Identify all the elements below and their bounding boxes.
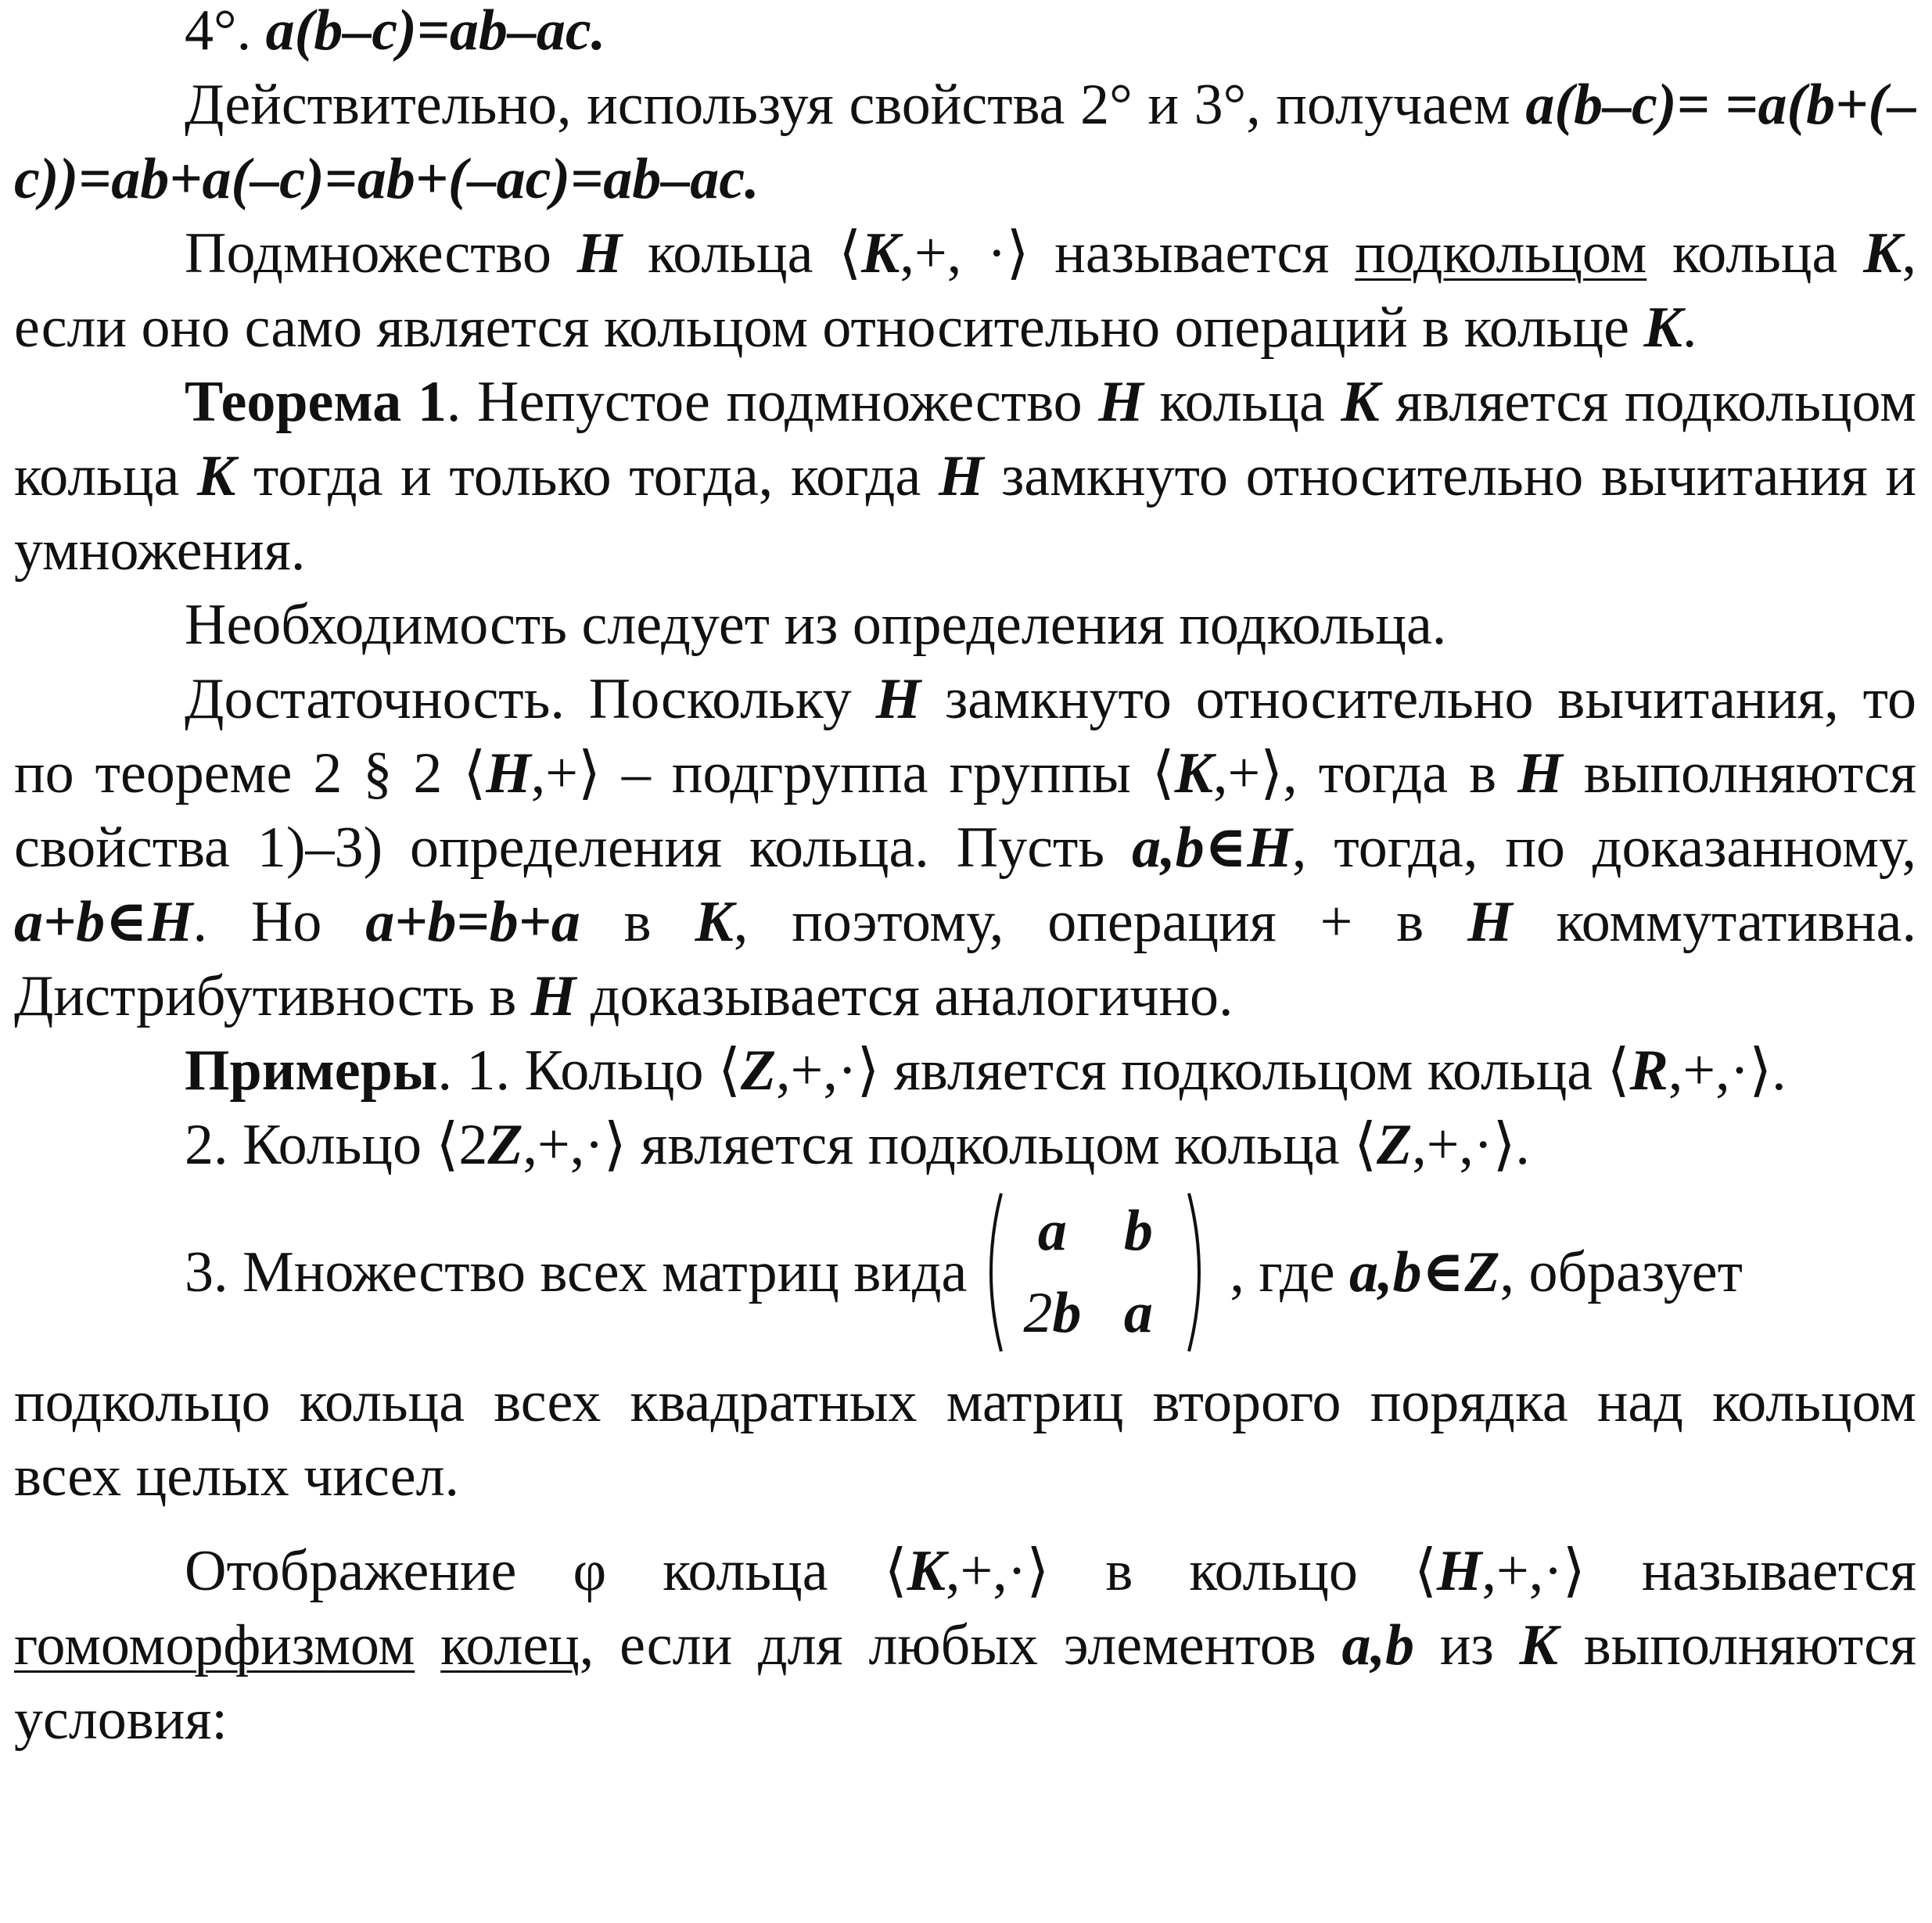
text: тогда и только тогда, когда [235, 444, 939, 508]
var-K: K [1863, 221, 1902, 285]
text [415, 1613, 440, 1677]
right-paren [1186, 1190, 1212, 1354]
example-3-tail [1230, 1236, 1743, 1310]
matrix [978, 1190, 1212, 1354]
text: ,+,·⟩. [1412, 1113, 1530, 1177]
var-H: H [875, 667, 921, 731]
var-Z: Z [740, 1039, 777, 1103]
var-K: K [1341, 370, 1380, 434]
formula: a,b∈Z [1349, 1240, 1500, 1304]
example-2 [14, 1108, 1916, 1182]
text: 2. Кольцо ⟨2 [185, 1113, 488, 1177]
var-K: K [1643, 296, 1682, 360]
var-H: H [1467, 890, 1513, 954]
var-R: R [1629, 1039, 1668, 1103]
matrix-cell-21-var: b [1052, 1281, 1082, 1345]
text: замкнуто относительно вычитания, то по теореме 2 § 2 ⟨ [14, 667, 1916, 805]
property-4 [14, 0, 1916, 68]
homomorphism-definition [14, 1534, 1916, 1757]
text: , где [1230, 1240, 1350, 1304]
example-3-continuation: подкольцо кольца всех квадратных матриц второго порядка над кольцом всех целых чисел. [14, 1370, 1916, 1509]
right-paren-icon [1186, 1190, 1212, 1354]
text: ,+,·⟩ является подкольцом кольца ⟨ [776, 1039, 1630, 1103]
text: . 1. Кольцо ⟨ [437, 1039, 741, 1103]
text: 3. Множество всех матриц вида [185, 1240, 968, 1304]
text: кольца [1143, 370, 1341, 434]
text: ,+⟩, тогда в [1213, 741, 1518, 805]
text: . Непустое подмножество [446, 370, 1099, 434]
left-paren-icon [978, 1190, 1004, 1354]
page [14, 0, 1916, 1757]
example-3-matrix-line [14, 1182, 1916, 1362]
var-K: K [1519, 1613, 1558, 1677]
var-H: H [486, 741, 531, 805]
var-H: H [576, 221, 623, 285]
term-homomorphism: гомоморфизмом [14, 1613, 415, 1677]
property-4-formula: a(b–c)=ab–ac. [265, 0, 606, 63]
necessity: Необходимость следует из определения подкольца. [185, 593, 1447, 657]
text: в [580, 890, 695, 954]
text: ,+,·⟩. [1668, 1039, 1787, 1103]
text: Отображение φ кольца ⟨ [185, 1539, 907, 1603]
matrix-cell-22: a [1123, 1281, 1153, 1345]
matrix-cell-21-coef: 2 [1023, 1281, 1053, 1345]
var-K: K [196, 444, 236, 508]
matrix-cells [1004, 1190, 1186, 1354]
text: Достаточность. Поскольку [185, 667, 876, 731]
term-subring: подкольцом [1355, 221, 1647, 285]
text: кольца [1647, 221, 1864, 285]
matrix-cell-11: a [1037, 1199, 1067, 1263]
text: является подкольцом кольца [14, 370, 1916, 508]
property-4-proof [14, 68, 1916, 217]
text: ,+, ·⟩ называется [900, 221, 1356, 285]
text: доказывается аналогично. [576, 964, 1234, 1028]
text: из [1414, 1613, 1520, 1677]
var-H: H [938, 444, 984, 508]
matrix-cell-21 [1009, 1272, 1095, 1354]
text: Подмножество [185, 221, 577, 285]
var-H: H [530, 964, 576, 1028]
var-H: H [1517, 741, 1563, 805]
theorem-label: Теорема 1 [185, 370, 447, 434]
matrix-cell-12: b [1123, 1199, 1153, 1263]
proof-formula-2: =a(b+(–c))=ab+a(–c)=ab+(–ac)=ab–ac. [14, 73, 1916, 211]
text: замкнуто относительно вычитания и умножения. [14, 444, 1916, 583]
formula: a,b∈H [1132, 816, 1292, 880]
text: выполняются свойства 1)–3) определения кольца. Пусть [14, 741, 1916, 880]
left-paren [978, 1190, 1004, 1354]
text: ,+,·⟩ является подкольцом кольца ⟨ [523, 1113, 1377, 1177]
subring-definition [14, 217, 1916, 365]
var-K: K [861, 221, 900, 285]
theorem-1 [14, 365, 1916, 588]
text: , тогда, по доказанному, [1291, 816, 1916, 880]
text: , образует [1499, 1240, 1743, 1304]
text: ,+,·⟩ называется [1481, 1539, 1917, 1603]
text: , если оно само является кольцом относительно операций в кольце [14, 221, 1917, 360]
var-H: H [1436, 1539, 1482, 1603]
property-4-label: 4°. [185, 0, 266, 63]
text: . Но [192, 890, 366, 954]
sufficiency [14, 662, 1916, 1034]
example-1 [14, 1034, 1916, 1108]
var-H: H [1098, 370, 1144, 434]
text: ,+⟩ – подгруппа группы ⟨ [530, 741, 1175, 805]
examples-label: Примеры [185, 1039, 438, 1103]
text: , если для любых элементов [579, 1613, 1342, 1677]
term-rings: колец [440, 1613, 580, 1677]
var-K: K [695, 890, 734, 954]
text: ,+,·⟩ в кольцо ⟨ [945, 1539, 1437, 1603]
text: , поэтому, операция + в [733, 890, 1468, 954]
var-K: K [1174, 741, 1214, 805]
proof-text: Действительно, используя свойства 2° и 3°, получаем [185, 73, 1526, 137]
proof-formula-1: a(b–c)= [1525, 73, 1710, 137]
formula: a+b∈H [14, 890, 193, 954]
formula: a+b=b+a [365, 890, 580, 954]
formula: a,b [1341, 1613, 1414, 1677]
text: . [1682, 296, 1697, 360]
var-Z: Z [1376, 1113, 1413, 1177]
text: коммутативна. Дистрибутивность в [14, 890, 1916, 1028]
var-Z: Z [487, 1113, 523, 1177]
var-K: K [907, 1539, 946, 1603]
text: кольца ⟨ [622, 221, 862, 285]
text: выполняются условия: [14, 1613, 1916, 1752]
